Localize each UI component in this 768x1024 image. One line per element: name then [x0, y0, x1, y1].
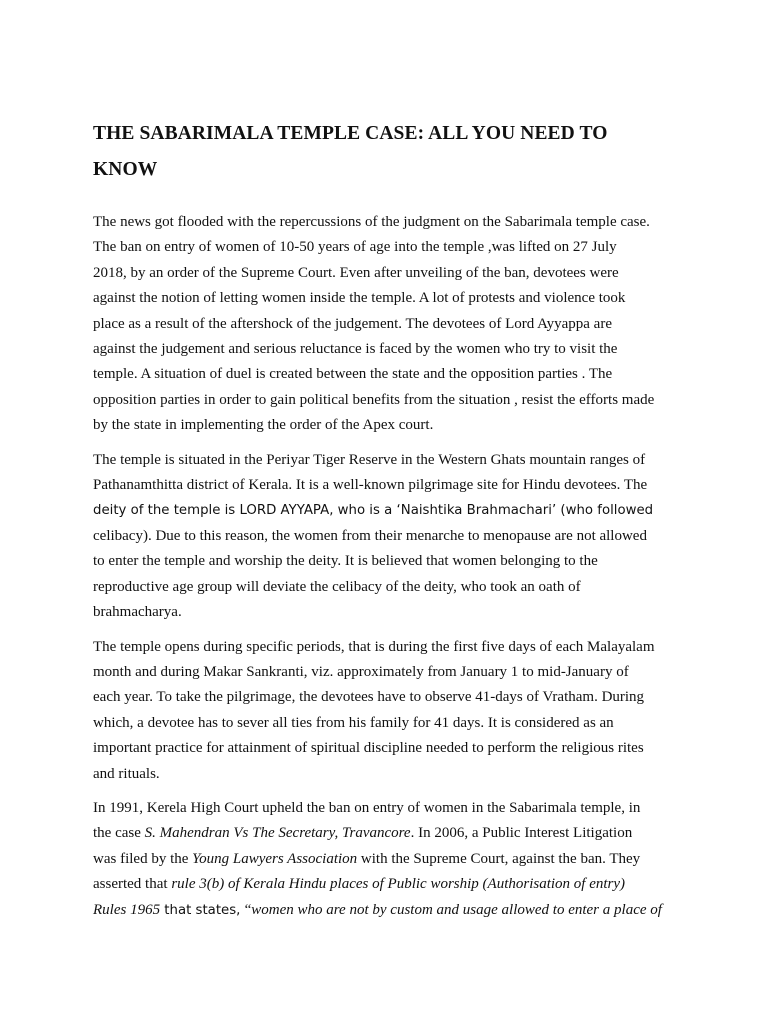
text-line: 2018, by an order of the Supreme Court. Even after unveiling of the ban, devotees were: [93, 264, 619, 281]
text-line: The temple is situated in the Periyar Tiger Reserve in the Western Ghats mountain ranges of: [93, 451, 646, 468]
text-line: [93, 872, 676, 897]
text-line: [93, 821, 676, 846]
case-name: S. Mahendran Vs The Secretary, Travancore: [144, 825, 411, 842]
text-run: that states,: [160, 902, 245, 918]
text-line: deity of the temple is LORD AYYAPA, who is a ‘Naishtika Brahmachari’ (who followed: [93, 503, 654, 519]
text-line: against the notion of letting women inside the temple. A lot of protests and violence took: [93, 290, 626, 307]
text-line: [93, 898, 676, 923]
text-line: against the judgement and serious reluctance is faced by the women who try to visit the: [93, 341, 618, 358]
document-title: [93, 116, 676, 188]
text-run: was filed by the: [93, 850, 193, 867]
text-line: The ban on entry of women of 10-50 years of age into the temple ,was lifted on 27 July: [93, 239, 617, 256]
text-run: with the Supreme Court, against the ban. They: [357, 850, 641, 867]
text-line: The temple opens during specific periods, that is during the first five days of each Malayalam: [93, 638, 655, 655]
text-line: brahmacharya.: [93, 604, 182, 621]
paragraph-3: [93, 635, 676, 787]
text-line: opposition parties in order to gain political benefits from the situation , resist the efforts made: [93, 391, 655, 408]
text-run: asserted that: [93, 876, 172, 893]
text-line: by the state in implementing the order of the Apex court.: [93, 417, 434, 434]
organization-name: Young Lawyers Association: [192, 850, 358, 867]
text-run: the case: [93, 825, 145, 842]
rule-citation: Rules 1965: [93, 901, 161, 918]
text-line: which, a devotee has to sever all ties from his family for 41 days. It is considered as an: [93, 714, 614, 731]
text-line: month and during Makar Sankranti, viz. approximately from January 1 to mid-January of: [93, 663, 629, 680]
text-run: . In 2006, a Public Interest Litigation: [410, 825, 633, 842]
text-line: place as a result of the aftershock of the judgement. The devotees of Lord Ayyappa are: [93, 315, 612, 332]
title-line: KNOW: [93, 159, 158, 180]
text-line: temple. A situation of duel is created between the state and the opposition parties . The: [93, 366, 613, 383]
text-line: Pathanamthitta district of Kerala. It is a well-known pilgrimage site for Hindu devotees. The: [93, 477, 648, 494]
quoted-rule: women who are not by custom and usage allowed to enter a place of: [251, 901, 662, 918]
text-line: reproductive age group will deviate the celibacy of the deity, who took an oath of: [93, 578, 581, 595]
paragraph-2: [93, 448, 676, 626]
rule-citation: rule 3(b) of Kerala Hindu places of Public worship (Authorisation of entry): [171, 876, 626, 893]
text-line: The news got flooded with the repercussions of the judgment on the Sabarimala temple case.: [93, 214, 650, 230]
title-line: THE SABARIMALA TEMPLE CASE: ALL YOU NEED TO: [93, 123, 608, 144]
paragraph-4: [93, 796, 676, 923]
quote-mark: “: [244, 901, 252, 918]
text-line: celibacy). Due to this reason, the women from their menarche to menopause are not allowed: [93, 527, 647, 544]
text-line: important practice for attainment of spiritual discipline needed to perform the religious rites: [93, 740, 644, 757]
text-line: In 1991, Kerela High Court upheld the ban on entry of women in the Sabarimala temple, in: [93, 799, 641, 816]
text-line: [93, 847, 676, 872]
paragraph-1: [93, 210, 676, 439]
text-line: to enter the temple and worship the deity. It is believed that women belonging to the: [93, 553, 598, 570]
text-line: and rituals.: [93, 765, 160, 782]
text-line: each year. To take the pilgrimage, the devotees have to observe 41-days of Vratham. During: [93, 689, 645, 706]
